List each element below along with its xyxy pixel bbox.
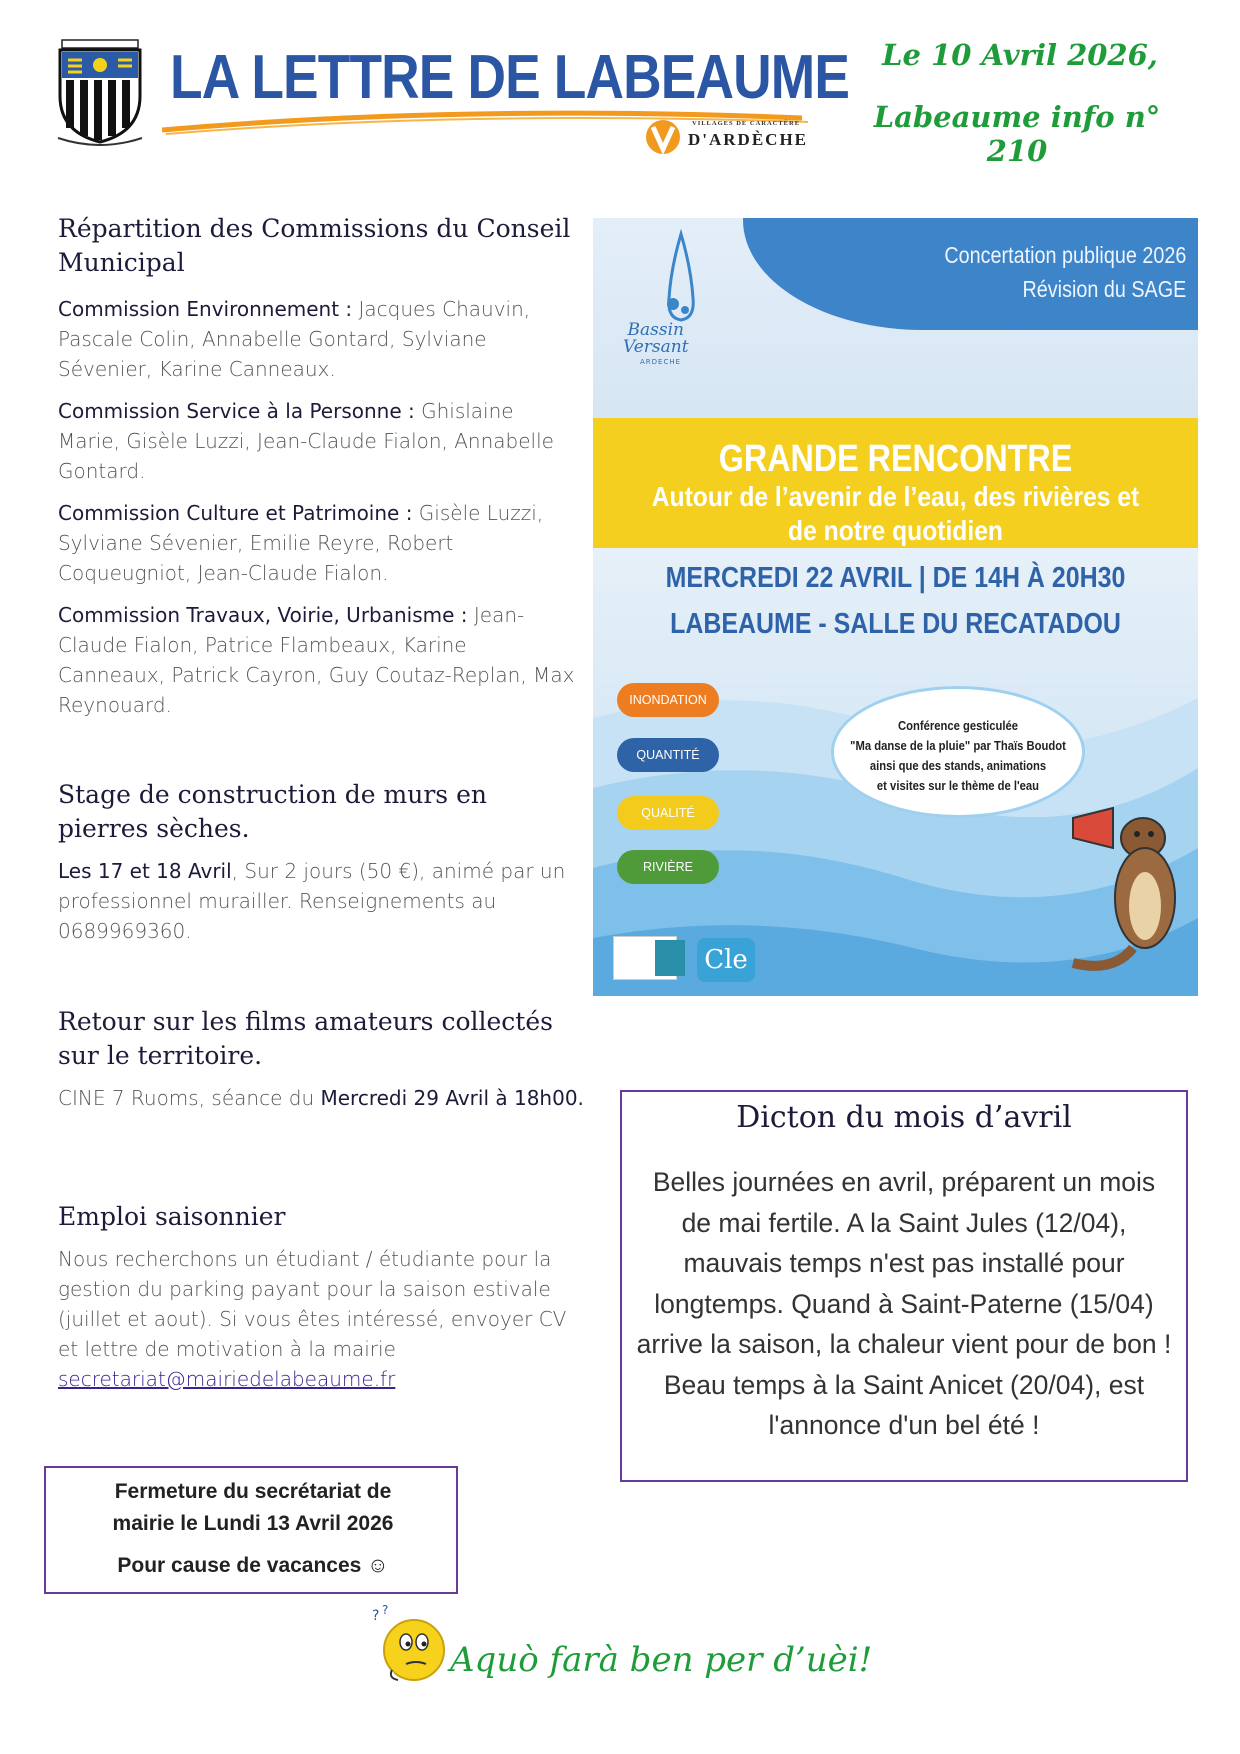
- commission-members: Gisèle Luzzi, Sylviane Sévenier, Emilie Reyre, Robert Coqueugniot, Jean-Claude Fialon.: [58, 501, 544, 585]
- concertation-line-2: Révision du SAGE: [1022, 276, 1186, 302]
- films-heading: Retour sur les films amateurs collectés sur le territoire.: [58, 1007, 553, 1070]
- footer-saying: Aquò farà ben per d’uèi!: [450, 1640, 873, 1680]
- proverb-title: Dicton du mois d’avril: [736, 1100, 1072, 1135]
- villages-small-text: VILLAGES DE CARACTÈRE: [692, 120, 801, 127]
- stage-heading: Stage de construction de murs en pierres sèches.: [58, 780, 487, 843]
- otter-mascot-icon: [1053, 778, 1198, 978]
- closure-notice-box: [44, 1466, 458, 1594]
- bassin-subtitle: ARDECHE: [640, 358, 682, 366]
- films-when: Mercredi 29 Avril à 18h00.: [320, 1086, 584, 1110]
- commission-item: [58, 396, 578, 486]
- bubble-line-4: et visites sur le thème de l'eau: [876, 779, 1040, 793]
- emploi-section: [58, 1200, 578, 1394]
- issue-number: Labeaume info n° 210: [873, 100, 1161, 168]
- concertation-text: [944, 238, 1186, 306]
- emploi-heading: Emploi saisonnier: [58, 1202, 286, 1231]
- event-poster: [593, 218, 1198, 996]
- pill-qualite: QUALITÉ: [617, 796, 719, 830]
- closure-line-2: mairie le Lundi 13 Avril 2026: [112, 1512, 394, 1535]
- villages-big-text: D'ARDÈCHE: [688, 130, 809, 149]
- bubble-line-1: Conférence gesticulée: [897, 719, 1019, 733]
- stage-text: , Sur 2 jours (50 €), animé par un professionnel murailler. Renseignements au 0689969360.: [58, 859, 566, 943]
- bassin-line-1: Bassin: [627, 320, 684, 340]
- commission-item: [58, 294, 578, 384]
- bassin-line-2: Versant: [623, 337, 689, 357]
- masthead: [52, 36, 850, 156]
- commission-item: [58, 498, 578, 588]
- films-section: [58, 1005, 598, 1113]
- villages-de-caractere-logo: [644, 116, 824, 156]
- commission-name: Commission Travaux, Voirie, Urbanisme :: [58, 603, 468, 627]
- event-date: MERCREDI 22 AVRIL | DE 14H À 20H30: [665, 562, 1126, 594]
- event-place: LABEAUME - SALLE DU RECATADOU: [670, 608, 1121, 640]
- commission-name: Commission Environnement :: [58, 297, 353, 321]
- stage-section: [58, 778, 578, 946]
- newsletter-title: LA LETTRE DE LABEAUME: [170, 43, 850, 112]
- commission-members: Jacques Chauvin, Pascale Colin, Annabelle Gontard, Sylviane Sévenier, Karine Canneaux.: [58, 297, 531, 381]
- thinking-smiley-icon: [368, 1604, 450, 1686]
- pill-riviere: RIVIÈRE: [617, 850, 719, 884]
- commission-members: Jean-Claude Fialon, Patrice Flambeaux, Karine Canneaux, Patrick Cayron, Guy Coutaz-Replan, Max Reynouard.: [58, 603, 575, 717]
- poster-subtitle: Autour de l’avenir de l’eau, des rivières et de notre quotidien: [651, 481, 1140, 546]
- email-link[interactable]: secretariat@mairiedelabeaume.fr: [58, 1367, 396, 1391]
- svg-text:?: ?: [382, 1604, 389, 1617]
- proverb-text: Belles journées en avril, préparent un mois de mai fertile. A la Saint Jules (12/04), mauvais temps n'est pas installé pour longtemps. Quand à Saint-Paterne (15/04) arrive la saison, la chaleur vient pour de bon ! Beau temps à la Saint Anicet (20/04), est l'annonce d'un bel été !: [636, 1167, 1172, 1440]
- commission-name: Commission Culture et Patrimoine :: [58, 501, 413, 525]
- commission-item: [58, 600, 578, 720]
- poster-title: GRANDE RENCONTRE: [718, 438, 1073, 480]
- stage-dates: Les 17 et 18 Avril: [58, 859, 232, 883]
- films-text: CINE 7 Ruoms, séance du: [58, 1086, 321, 1110]
- commission-name: Commission Service à la Personne :: [58, 399, 415, 423]
- concertation-line-1: Concertation publique 2026: [944, 242, 1186, 268]
- bubble-text: [846, 716, 1071, 796]
- issue-date: Le 10 Avril 2026,: [882, 38, 1158, 72]
- commission-members: Ghislaine Marie, Gisèle Luzzi, Jean-Claude Fialon, Annabelle Gontard.: [58, 399, 554, 483]
- closure-line-1: Fermeture du secrétariat de: [114, 1480, 392, 1503]
- commissions-section: [58, 212, 578, 732]
- cle-logo: Cle: [697, 938, 755, 982]
- bubble-line-2: "Ma danse de la pluie" par Thaïs Boudot: [850, 739, 1066, 753]
- v-logo-icon: [644, 118, 684, 156]
- pill-inondation: INONDATION: [617, 683, 719, 717]
- emploi-text: Nous recherchons un étudiant / étudiante pour la gestion du parking payant pour la saison estivale (juillet et aout). Si vous êtes intéressé, envoyer CV et lettre de motivation à la mairie: [58, 1247, 567, 1361]
- labeaume-crest-icon: [52, 36, 148, 146]
- bubble-line-3: ainsi que des stands, animations: [869, 759, 1047, 773]
- agence-de-l-eau-logo: [655, 940, 685, 976]
- closure-text: [46, 1476, 460, 1540]
- svg-text:?: ?: [372, 1608, 380, 1624]
- bassin-versant-name: [623, 322, 689, 356]
- proverb-box: [620, 1090, 1188, 1482]
- commissions-heading: Répartition des Commissions du Conseil Municipal: [58, 214, 571, 277]
- pill-quantite: QUANTITÉ: [617, 738, 719, 772]
- closure-reason: Pour cause de vacances ☺: [117, 1554, 389, 1577]
